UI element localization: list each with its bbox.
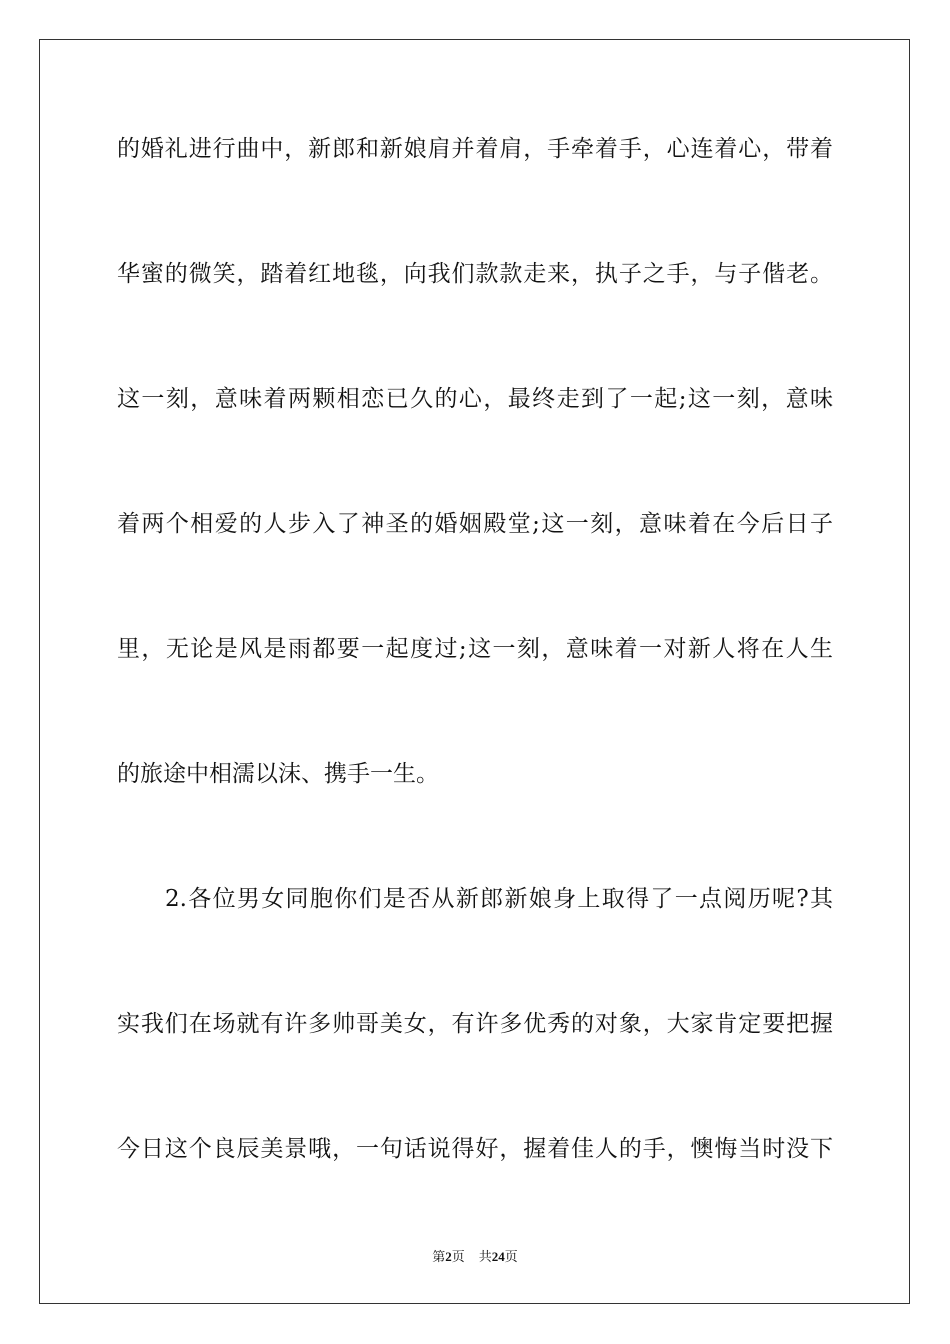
paragraph-line-8: 实我们在场就有许多帅哥美女，有许多优秀的对象，大家肯定要把握 <box>117 1011 833 1037</box>
paragraph-line-5: 里，无论是风是雨都要一起度过;这一刻，意味着一对新人将在人生 <box>117 636 833 662</box>
paragraph-line-4: 着两个相爱的人步入了神圣的婚姻殿堂;这一刻，意味着在今后日子 <box>117 511 833 537</box>
page-number: 2 <box>445 1249 452 1264</box>
paragraph-line-6: 的旅途中相濡以沫、携手一生。 <box>117 761 439 787</box>
paragraph-line-2: 华蜜的微笑，踏着红地毯，向我们款款走来，执子之手，与子偕老。 <box>117 261 833 287</box>
total-prefix: 共 <box>478 1250 492 1265</box>
total-pages: 24 <box>491 1249 505 1264</box>
total-suffix: 页 <box>504 1250 518 1265</box>
paragraph-line-7: 2.各位男女同胞你们是否从新郎新娘身上取得了一点阅历呢?其 <box>165 886 833 912</box>
paragraph-line-9: 今日这个良辰美景哦，一句话说得好，握着佳人的手，懊悔当时没下 <box>117 1136 833 1162</box>
page-frame <box>39 39 910 1304</box>
page-prefix: 第 <box>432 1250 446 1265</box>
page-suffix: 页 <box>451 1250 465 1265</box>
paragraph-line-1: 的婚礼进行曲中，新郎和新娘肩并着肩，手牵着手，心连着心，带着 <box>117 136 833 162</box>
paragraph-line-3: 这一刻，意味着两颗相恋已久的心，最终走到了一起;这一刻，意味 <box>117 386 833 412</box>
page-footer <box>0 1249 950 1266</box>
